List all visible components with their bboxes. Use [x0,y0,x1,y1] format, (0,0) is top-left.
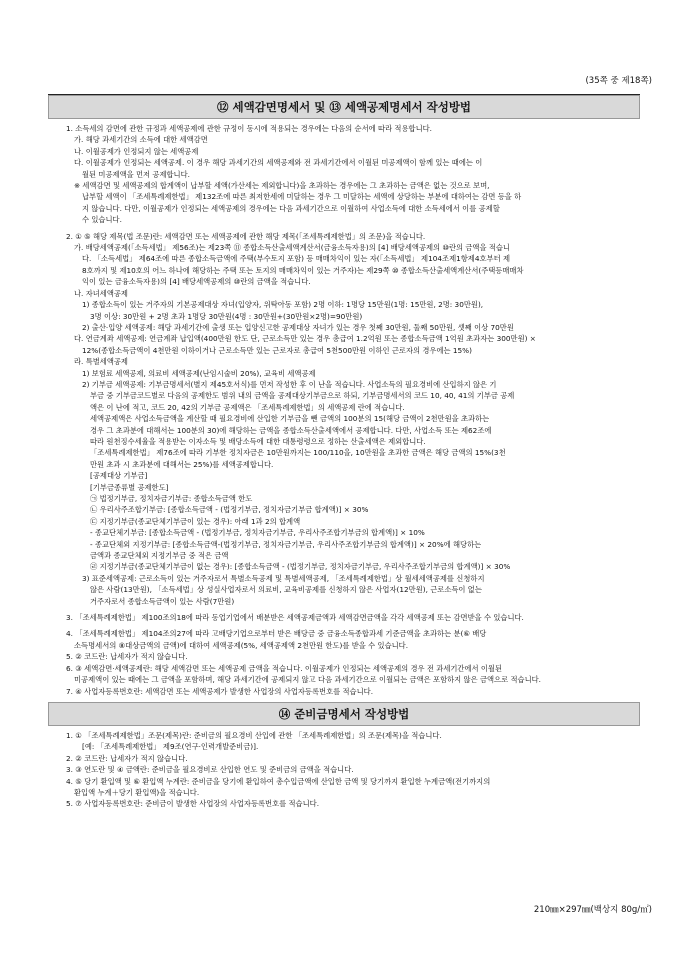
instruction-line: 12%(종합소득금액이 4천만원 이하이거나 근로소득만 있는 근로자로 총급여 5천500만원 이하인 근로자의 경우에는 15%) [82,345,472,355]
instruction-line: 다. 연금계좌 세액공제: 연금계좌 납입액(400만원 한도 단, 근로소득만 있는 경우 총급여 1.2억원 또는 종합소득금액 1억원 초과자는 300만원) × [74,334,536,344]
instruction-line: 8호까지 및 제10호의 어느 하나에 해당하는 주택 또는 토지의 매매차익이 있는 거주자)는 제29쪽 ⑩ 종합소득산출세액계산서(주택등매매차 [82,265,524,275]
instruction-line: ㉡ 우리사주조합기부금: [종합소득금액 - (법정기부금, 정치자금기부금 합계액)] × 30% [90,505,369,515]
instruction-line: 따라 원천징수세율을 적용받는 이자소득 및 배당소득에 대한 대통령령으로 정하는 산출세액은 제외합니다. [90,436,426,446]
section-title-reserve: ⑭ 준비금명세서 작성방법 [48,702,640,726]
paper-size-note: 210㎜×297㎜(백상지 80g/㎡) [533,905,652,915]
instruction-line: 액은 이 난에 적고, 코드 20, 42의 기부금 공제액은 「조세특례제한법」의 세액공제 란에 적습니다. [90,402,405,412]
instruction-line: 환입액 누계＋당기 환입액)을 적습니다. [74,787,200,797]
instruction-line: 만원 초과 시 초과분에 대해서는 25%)를 세액공제합니다. [90,459,274,469]
instruction-line: 2) 출산·입양 세액공제: 해당 과세기간에 출생 또는 입양신고한 공제대상 자녀가 있는 경우 첫째 30만원, 둘째 50만원, 셋째 이상 70만원 [82,322,514,332]
instructions-frame [48,94,640,901]
instruction-line: 납부할 세액이 「조세특례제한법」 제132조에 따른 최저한세에 미달하는 경우 그 미달하는 세액에 상당하는 부분에 대하여는 감면 등을 하 [82,192,522,202]
instruction-line: 경우 그 초과분에 대해서는 100분의 30)에 해당하는 금액을 종합소득산출세액에서 공제합니다. 다만, 사업소득 또는 제62조에 [90,425,492,435]
instruction-line: 1) 보험료 세액공제, 의료비 세액공제(난임시술비 20%), 교육비 세액공제 [82,368,316,378]
instruction-line: 나. 이월공제가 인정되지 않는 세액공제 [74,146,199,156]
instruction-line: 다. 「소득세법」 제64조에 따른 종합소득금액에 주택(부수토지 포함) 등 매매차익이 있는 자(「소득세법」 제104조제1항제4호부터 제 [82,254,511,264]
instruction-line: 금액과 종교단체외 지정기부금 중 적은 금액 [90,551,229,561]
instruction-line: 지 않습니다. 다만, 이월공제가 인정되는 세액공제의 경우에는 다음 과세기간으로 이월하여 사업소득에 대한 소득세에서 이를 공제할 [82,203,500,213]
instruction-line: [예: 「조세특례제한법」 제9조(연구·인력개발준비금)]. [82,742,259,752]
instruction-line: 1) 종합소득이 있는 거주자의 기본공제대상 자녀(입양자, 위탁아동 포함) 2명 이하: 1명당 15만원(1명: 15만원, 2명: 30만원), [82,300,484,310]
instruction-line: 7. ④ 사업자등록번호란: 세액감면 또는 세액공제가 발생한 사업장의 사업자등록번호를 적습니다. [66,686,374,696]
instruction-line: 거주자로서 종합소득금액이 있는 사람(7만원) [90,596,235,606]
instruction-line: 가. 배당세액공제(「소득세법」 제56조)는 제23쪽 ⑪ 종합소득산출세액계산서(금융소득자용)의 [4] 배당세액공제의 ⑩란의 금액을 적습니 [74,243,510,253]
instruction-line: 5. ② 코드란: 납세자가 적지 않습니다. [66,652,188,662]
instruction-line: 세액공제액은 사업소득금액을 계산할 때 필요경비에 산입한 기부금을 뺀 금액의 100분의 15(해당 금액이 2천만원을 초과하는 [90,414,490,424]
instruction-line: 3. ③ 연도란 및 ④ 금액란: 준비금을 필요경비로 산입한 연도 및 준비금의 금액을 적습니다. [66,765,354,775]
instruction-line: 소득명세서의 ⑧대상금액의 금액)에 대하여 세액공제(5%, 세액공제액 2천만원 한도)를 받을 수 있습니다. [74,640,409,650]
instruction-line: [공제대상 기부금] [90,471,148,481]
instruction-line: 5. ⑦ 사업자등록번호란: 준비금이 발생한 사업장의 사업자등록번호를 적습니다. [66,799,320,809]
instruction-line: ㉢ 지정기부금(종교단체기부금이 있는 경우): 아래 1과 2의 합계액 [90,516,301,526]
instruction-line: 3. 「조세특례제한법」 제100조의18에 따라 동업기업에서 배분받은 세액공제금액과 세액감면금액을 각각 세액공제 또는 감면받을 수 있습니다. [66,613,524,623]
instruction-line: 다. 이월공제가 인정되는 세액공제. 이 경우 해당 과세기간의 세액공제와 전 과세기간에서 이월된 미공제액이 함께 있는 때에는 이 [74,158,483,168]
instruction-line: 4. 「조세특례제한법」 제104조의27에 따라 고배당기업으로부터 받은 배당금 중 금융소득종합과세 기준금액을 초과하는 분(⑥ 배당 [66,629,487,639]
instruction-line: - 종교단체기부금: [종합소득금액 - (법정기부금, 정치자금기부금, 우리사주조합기부금의 합계액)] × 10% [90,528,425,538]
instruction-line: 3명 이상: 30만원 + 2명 초과 1명당 30만원(4명 : 30만원+(30만원×2명)=90만원) [90,311,363,321]
instruction-line: 미공제액이 있는 때에는 그 금액을 포함하며, 해당 과세기간에 공제되지 않고 다음 과세기간으로 이월되는 금액은 포함하지 않은 금액으로 적습니다. [74,675,541,685]
instruction-line: 1. ① 「조세특례제한법」조문(제목)란: 준비금의 필요경비 산입에 관한 「조세특례제한법」의 조문(제목)을 적습니다. [66,730,442,740]
instruction-line: 2. ② 코드란: 납세자가 적지 않습니다. [66,753,188,763]
instruction-line: 1. 소득세의 감면에 관한 규정과 세액공제에 관한 규정이 동시에 적용되는 경우에는 다음의 순서에 따라 적용합니다. [66,124,432,133]
instruction-line: 4. ⑤ 당기 환입액 및 ⑥ 환입액 누계란: 준비금을 당기에 환입하여 총수입금액에 산입한 금액 및 당기까지 환입한 누계금액(전기까지의 [66,776,491,786]
instruction-line: 월된 미공제액을 먼저 공제합니다. [82,169,190,179]
instruction-line: 수 있습니다. [82,215,122,225]
instruction-line: 가. 해당 과세기간의 소득에 대한 세액감면 [74,135,208,145]
instruction-line: 익이 있는 금융소득자용)의 [4] 배당세액공제의 ⑩란의 금액을 적습니다. [82,277,311,287]
instruction-line: 2. ① ⑤ 해당 제목(법 조문)란: 세액감면 또는 세액공제에 관한 해당 제목(「조세특례제한법」의 조문)을 적습니다. [66,231,426,241]
instruction-line: 나. 자녀세액공제 [74,288,128,298]
section-body-tax-reduction [48,119,640,702]
instruction-line: ㉣ 지정기부금(종교단체기부금이 없는 경우): [종합소득금액 - (법정기부금, 정치자금기부금, 우리사주조합기부금의 합계액)] × 30% [90,562,511,572]
instruction-line: 부금 중 기부금코드별로 다음의 공제한도 범위 내의 금액을 공제대상기부금으로 하되, 기부금명세서의 코드 10, 40, 41의 기부금 공제 [90,391,515,401]
instruction-line: 「조세특례제한법」 제76조에 따라 기부한 정치자금은 10만원까지는 100/110을, 10만원을 초과한 금액은 해당 금액의 15%(3천 [90,448,506,458]
section-title-tax-reduction: ⑫ 세액감면명세서 및 ⑬ 세액공제명세서 작성방법 [48,95,640,119]
instruction-line: 6. ③ 세액감면·세액공제란: 해당 세액감면 또는 세액공제 금액을 적습니다. 이월공제가 인정되는 세액공제의 경우 전 과세기간에서 이월된 [66,663,503,673]
instruction-line: - 종교단체외 지정기부금: [종합소득금액-(법정기부금, 정치자금기부금, 우리사주조합기부금의 합계액)] × 20%에 해당하는 [90,539,482,549]
page-number: (35쪽 중 제18쪽) [585,76,652,86]
instruction-line: ㉠ 법정기부금, 정치자금기부금: 종합소득금액 한도 [90,494,253,503]
instruction-line: 라. 특별세액공제 [74,357,128,367]
instruction-line: 3) 표준세액공제: 근로소득이 있는 거주자로서 특별소득공제 및 특별세액공제, 「조세특례제한법」상 월세세액공제를 신청하지 [82,573,485,583]
section-body-reserve [48,726,640,815]
instruction-line: 2) 기부금 세액공제: 기부금명세서(별지 제45호서식)를 먼저 작성한 후 이 난을 적습니다. 사업소득의 필요경비에 산입하지 않은 기 [82,379,497,389]
instruction-line: [기부금종류별 공제한도] [90,482,169,492]
instruction-line: 않은 사람(13만원), 「소득세법」상 성실사업자로서 의료비, 교육비공제를 신청하지 않은 사업자(12만원), 근로소득이 없는 [90,585,482,595]
instruction-line: ※ 세액감면 및 세액공제의 합계액이 납부할 세액(가산세는 제외합니다)을 초과하는 경우에는 그 초과하는 금액은 없는 것으로 보며, [74,181,490,191]
